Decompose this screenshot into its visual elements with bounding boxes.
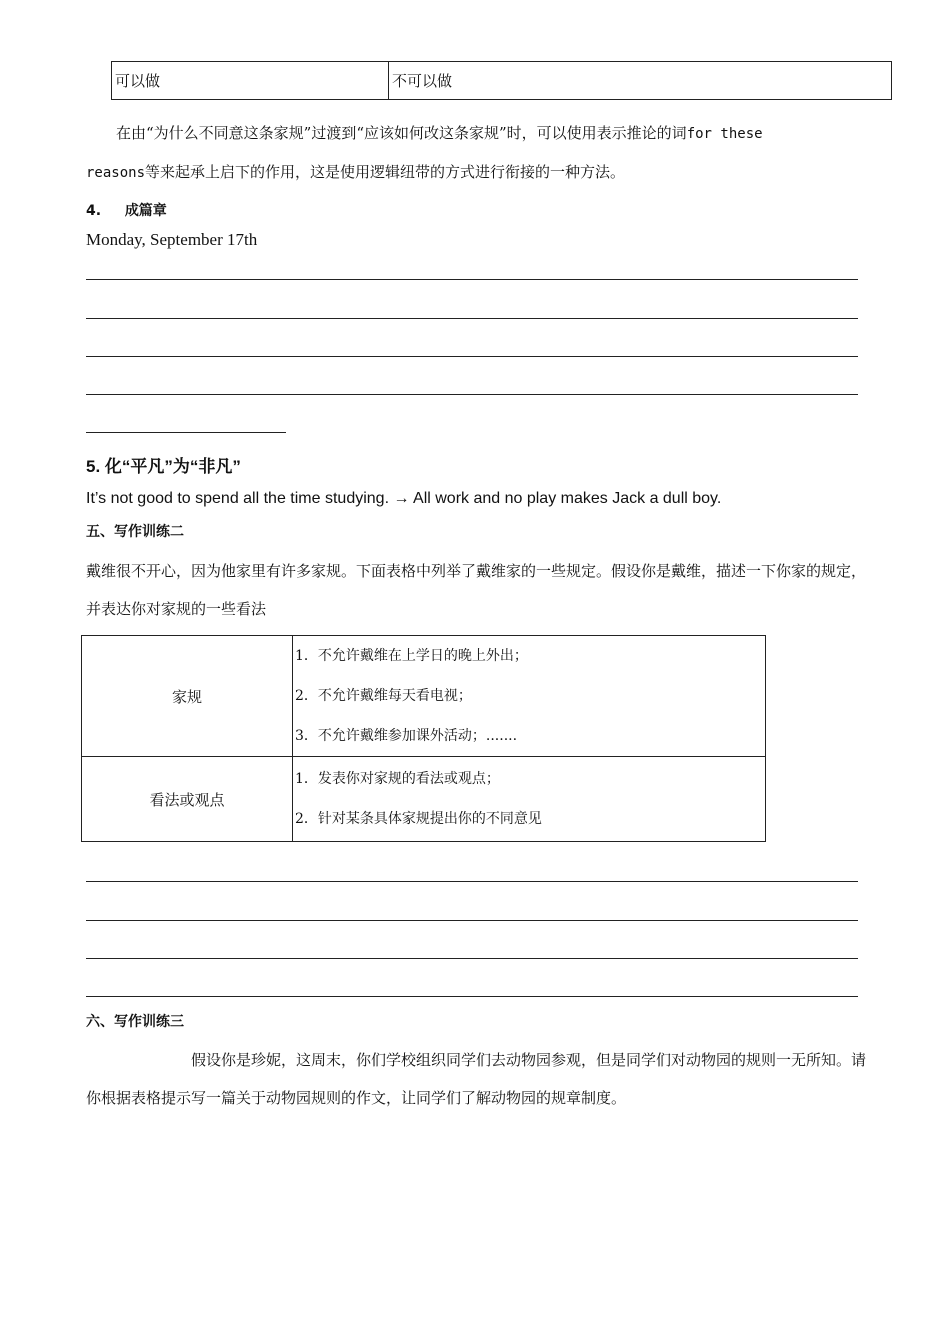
opinion-item: 2．针对某条具体家规提出你的不同意见 — [295, 811, 542, 827]
do-dont-table — [111, 61, 892, 100]
section-six-heading: 六、写作训练三 — [86, 1014, 184, 1030]
opinion-items — [293, 757, 766, 842]
writing-line — [86, 920, 858, 921]
house-rules-items — [293, 636, 766, 757]
writing-line — [86, 958, 858, 959]
writing-line — [86, 881, 858, 882]
diary-date: Monday, September 17th — [86, 230, 258, 249]
writing-line — [86, 996, 858, 997]
house-rules-table — [81, 635, 766, 842]
section4-number: 4. — [86, 203, 102, 219]
transition-code-2: reasons — [86, 165, 146, 181]
transition-text-2: 等来起承上启下的作用，这是使用逻辑纽带的方式进行衔接的一种方法。 — [145, 163, 626, 181]
section4-title: 成篇章 — [124, 203, 167, 219]
writing-line — [86, 432, 286, 433]
writing-line — [86, 279, 858, 280]
rule-item: 3．不允许戴维参加课外活动；....... — [295, 728, 518, 744]
section-five-heading: 五、写作训练二 — [86, 524, 184, 540]
rule-item: 1．不允许戴维在上学日的晚上外出； — [295, 648, 528, 664]
transition-paragraph — [86, 114, 866, 192]
house-rules-label: 家规 — [82, 636, 293, 757]
transition-text-1: 在由“为什么不同意这条家规”过渡到“应该如何改这条家规”时，可以使用表示推论的词 — [116, 124, 687, 142]
transition-code-1: for these — [686, 126, 763, 142]
section5-title: 5. 化“平凡”为“非凡” — [86, 457, 241, 476]
rule-item: 2．不允许戴维每天看电视； — [295, 688, 472, 704]
section-six-prompt: 假设你是珍妮，这周末，你们学校组织同学们去动物园参观，但是同学们对动物园的规则一无所知。请你根据表格提示写一篇关于动物园规则的作文，让同学们了解动物园的规章制度。 — [86, 1051, 867, 1107]
opinion-item: 1．发表你对家规的看法或观点； — [295, 771, 500, 787]
cannot-do-cell: 不可以做 — [389, 62, 892, 100]
writing-line — [86, 356, 858, 357]
writing-line — [86, 394, 858, 395]
section4-heading — [86, 200, 167, 220]
section-five-prompt: 戴维很不开心，因为他家里有许多家规。下面表格中列举了戴维家的一些规定。假设你是戴维，描述一下你家的规定，并表达你对家规的一些看法 — [86, 562, 867, 618]
opinion-label: 看法或观点 — [82, 757, 293, 842]
section5-sentence: It’s not good to spend all the time studying. → All work and no play makes Jack a dull boy. — [86, 490, 722, 507]
writing-line — [86, 318, 858, 319]
can-do-cell: 可以做 — [112, 62, 389, 100]
